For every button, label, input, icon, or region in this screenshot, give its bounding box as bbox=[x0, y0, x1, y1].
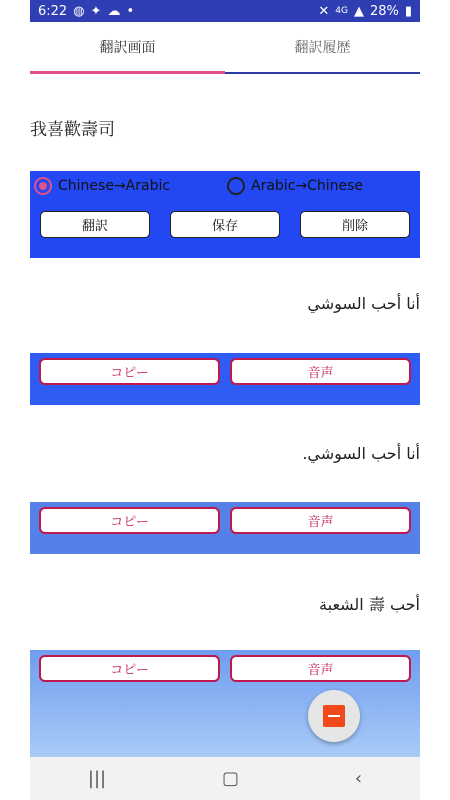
network-label: 4G bbox=[335, 6, 348, 16]
home-icon[interactable]: ▢ bbox=[221, 768, 239, 789]
direction-radio-group bbox=[34, 177, 420, 195]
audio-button-2[interactable]: 音声 bbox=[230, 507, 411, 534]
source-text: 我喜歡壽司 bbox=[30, 120, 115, 140]
action-buttons bbox=[40, 211, 410, 238]
tab-bar bbox=[30, 22, 420, 74]
recent-apps-icon[interactable]: ||| bbox=[87, 768, 107, 789]
twitter-icon: ✦ bbox=[90, 3, 102, 19]
copy-button-3[interactable]: コピー bbox=[39, 655, 220, 682]
globe-icon: ◍ bbox=[73, 3, 85, 19]
tab-translate[interactable]: 翻訳画面 bbox=[99, 40, 156, 56]
tab-history[interactable]: 翻訳履歴 bbox=[294, 40, 351, 56]
radio-selected-icon bbox=[34, 177, 52, 195]
system-nav-bar bbox=[30, 757, 420, 800]
status-time: 6:22 bbox=[38, 3, 68, 19]
signal-icon: ▲ bbox=[353, 3, 364, 19]
status-bar bbox=[30, 0, 420, 22]
dot-icon: • bbox=[126, 3, 135, 19]
app-screen bbox=[30, 22, 420, 757]
translate-button[interactable]: 翻訳 bbox=[40, 211, 150, 238]
audio-button-1[interactable]: 音声 bbox=[230, 358, 411, 385]
battery-icon: ▮ bbox=[404, 3, 412, 19]
radio-label: Arabic→Chinese bbox=[251, 178, 364, 194]
copy-button-2[interactable]: コピー bbox=[39, 507, 220, 534]
result-panel-1 bbox=[30, 353, 420, 405]
app-logo-icon bbox=[323, 705, 345, 727]
delete-button[interactable]: 削除 bbox=[300, 211, 410, 238]
radio-arabic-chinese[interactable] bbox=[227, 177, 420, 195]
tab-indicator bbox=[30, 71, 225, 74]
battery-percent: 28% bbox=[369, 3, 399, 19]
control-panel bbox=[30, 171, 420, 258]
floating-action-button[interactable] bbox=[308, 690, 360, 742]
back-icon[interactable]: ‹ bbox=[354, 768, 363, 789]
radio-unselected-icon bbox=[227, 177, 245, 195]
result-text-3: أحب 壽 الشعبة bbox=[319, 595, 420, 614]
audio-button-3[interactable]: 音声 bbox=[230, 655, 411, 682]
result-text-1: أنا أحب السوشي bbox=[307, 294, 420, 313]
radio-chinese-arabic[interactable] bbox=[34, 177, 227, 195]
weather-icon: ☁ bbox=[107, 3, 121, 19]
radio-label: Chinese→Arabic bbox=[58, 178, 171, 194]
save-button[interactable]: 保存 bbox=[170, 211, 280, 238]
result-panel-2 bbox=[30, 502, 420, 554]
copy-button-1[interactable]: コピー bbox=[39, 358, 220, 385]
result-text-2: أنا أحب السوشي. bbox=[302, 444, 420, 463]
mute-icon: ✕ bbox=[318, 3, 330, 19]
result-panel-3 bbox=[30, 650, 420, 757]
